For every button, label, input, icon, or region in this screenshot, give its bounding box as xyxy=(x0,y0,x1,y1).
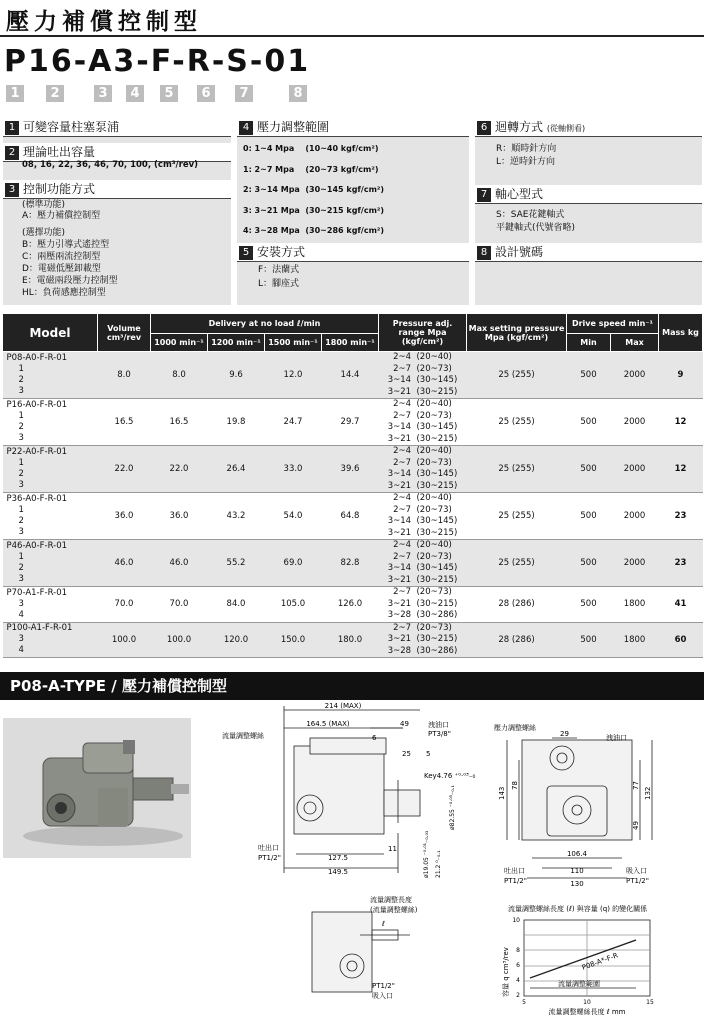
ell-label: ℓ xyxy=(382,920,385,928)
table-row xyxy=(3,493,703,540)
d1000-cell: 70.0 xyxy=(151,587,208,623)
dim-214: 214 (MAX) xyxy=(324,702,362,710)
code-index-7: 7 xyxy=(235,85,253,102)
pressure-range-line: 3~21 (30~215) xyxy=(387,598,458,609)
spec-table xyxy=(2,313,703,658)
section-2-banner: P08-A-TYPE / 壓力補償控制型 xyxy=(0,672,704,700)
d1800-cell: 82.8 xyxy=(322,540,379,587)
th-d1000: 1000 min⁻¹ xyxy=(151,334,208,352)
min-speed-cell: 500 xyxy=(567,587,611,623)
section-6-header xyxy=(475,118,702,137)
out-port-label-2: 吐出口 xyxy=(504,867,525,875)
code-index-6: 6 xyxy=(197,85,215,102)
ytick: 4 xyxy=(516,977,520,984)
mass-cell: 12 xyxy=(659,446,703,493)
d1500-cell: 12.0 xyxy=(265,352,322,399)
pressure-range-line: 3~14 (30~145) xyxy=(387,469,458,479)
model-line: 2 xyxy=(18,422,24,432)
model-line: 1 xyxy=(18,505,24,515)
mass-cell: 9 xyxy=(659,352,703,399)
d1000-cell: 16.5 xyxy=(151,399,208,446)
flow-length-label: 流量調整長度 xyxy=(370,896,412,904)
pressure-range-cell xyxy=(379,446,467,493)
volume-cell: 100.0 xyxy=(98,622,151,658)
pressure-range-line: 2~4 (20~40) xyxy=(393,399,452,409)
model-line: 2 xyxy=(18,375,24,385)
pressure-range-cell xyxy=(379,587,467,623)
th-mass: Mass kg xyxy=(659,314,703,352)
max-speed-cell: 2000 xyxy=(611,399,659,446)
d1500-cell: 105.0 xyxy=(265,587,322,623)
section-1-title: 可變容量柱塞泵浦 xyxy=(23,120,120,134)
dia-19: ø19.05 ⁻⁰·⁰¹₋₀.₀₃ xyxy=(423,830,430,878)
th-drive: Drive speed min⁻¹ xyxy=(567,314,659,334)
section-5-title: 安裝方式 xyxy=(257,245,306,259)
graph-title: 流量調整螺絲長度 (ℓ) 與容量 (q) 的變化關係 xyxy=(508,905,648,913)
d1200-cell: 120.0 xyxy=(208,622,265,658)
section-4-line: 0: 1~4 Mpa (10~40 kgf/cm²) xyxy=(243,144,379,153)
pressure-range-line: 2~4 (20~40) xyxy=(393,540,452,550)
max-setting-cell: 25 (255) xyxy=(467,352,567,399)
pressure-range-cell xyxy=(379,399,467,446)
th-d1500: 1500 min⁻¹ xyxy=(265,334,322,352)
pressure-range-line: 3~28 (30~286) xyxy=(387,645,458,656)
ytick: 2 xyxy=(516,992,520,999)
d1200-cell: 55.2 xyxy=(208,540,265,587)
model-line: 1 xyxy=(18,552,24,562)
title-rule xyxy=(0,35,704,37)
model-line: P100-A1-F-R-01 xyxy=(6,623,73,634)
section-4-number: 4 xyxy=(239,121,253,135)
section-3-line: E：電磁兩段壓力控制型 xyxy=(22,276,118,286)
section-7-line: S：SAE花鍵軸式 xyxy=(496,210,565,220)
d1800-cell: 14.4 xyxy=(322,352,379,399)
section-1-header xyxy=(3,118,231,137)
section-4-title: 壓力調整範圍 xyxy=(257,120,330,134)
pressure-range-cell xyxy=(379,540,467,587)
section-7-number: 7 xyxy=(477,188,491,202)
section-3-line: D：電磁低壓卸載型 xyxy=(22,264,101,274)
graph-line-label: P08-A*-F-R xyxy=(580,951,620,972)
model-line: P70-A1-F-R-01 xyxy=(6,587,68,598)
min-speed-cell: 500 xyxy=(567,493,611,540)
th-min: Min xyxy=(567,334,611,352)
pressure-range-line: 2~7 (20~73) xyxy=(393,551,452,562)
section-4-line: 3: 3~21 Mpa (30~215 kgf/cm²) xyxy=(243,206,385,215)
model-cell xyxy=(3,446,98,493)
dim-6: 6 xyxy=(372,734,377,742)
spec-table-body xyxy=(3,352,703,658)
ytick: 6 xyxy=(516,962,520,969)
max-setting-cell: 25 (255) xyxy=(467,399,567,446)
dim-77: 77 xyxy=(632,781,640,790)
pressure-range-line: 2~4 (20~40) xyxy=(393,493,452,503)
pressure-range-line: 3~14 (30~145) xyxy=(387,375,458,385)
d1000-cell: 36.0 xyxy=(151,493,208,540)
volume-cell: 8.0 xyxy=(98,352,151,399)
min-speed-cell: 500 xyxy=(567,622,611,658)
model-line: 3 xyxy=(18,480,24,490)
d1000-cell: 46.0 xyxy=(151,540,208,587)
pressure-range-line: 2~7 (20~73) xyxy=(393,457,452,468)
th-d1800: 1800 min⁻¹ xyxy=(322,334,379,352)
model-code: P16-A3-F-R-S-01 xyxy=(4,44,311,79)
section-8-title: 設計號碼 xyxy=(495,245,544,259)
dim-143: 143 xyxy=(498,786,506,800)
dim-49: 49 xyxy=(400,720,409,728)
d1800-cell: 64.8 xyxy=(322,493,379,540)
section-4-line: 1: 2~7 Mpa (20~73 kgf/cm²) xyxy=(243,165,379,174)
d1800-cell: 39.6 xyxy=(322,446,379,493)
section-3-line: (選擇功能) xyxy=(22,228,66,238)
model-line: 3 xyxy=(18,386,24,396)
in-pt-label: PT1/2" xyxy=(372,982,395,990)
model-line: 3 xyxy=(18,598,24,609)
ytick: 8 xyxy=(516,947,520,954)
th-d1200: 1200 min⁻¹ xyxy=(208,334,265,352)
out-port-label: 吐出口 xyxy=(258,844,279,852)
model-line: 2 xyxy=(18,516,24,526)
pressure-range-line: 3~21 (30~215) xyxy=(387,480,458,491)
model-line: 3 xyxy=(18,527,24,537)
section-6-note: (從軸側看) xyxy=(546,124,586,133)
max-speed-cell: 2000 xyxy=(611,446,659,493)
model-line: 3 xyxy=(18,433,24,443)
graph-line xyxy=(530,940,636,978)
d1000-cell: 8.0 xyxy=(151,352,208,399)
section-2-title: 理論吐出容量 xyxy=(23,145,96,159)
section-3-line: (標準功能) xyxy=(22,200,66,210)
section-3-header xyxy=(3,180,231,199)
page-title: 壓力補償控制型 xyxy=(6,9,202,35)
volume-cell: 70.0 xyxy=(98,587,151,623)
dim-11: 11 xyxy=(388,845,397,853)
d1500-cell: 24.7 xyxy=(265,399,322,446)
xtick: 10 xyxy=(583,999,591,1006)
code-index-4: 4 xyxy=(126,85,144,102)
model-cell xyxy=(3,399,98,446)
max-setting-cell: 25 (255) xyxy=(467,446,567,493)
code-index-5: 5 xyxy=(160,85,178,102)
dim-25: 25 xyxy=(402,750,411,758)
table-row xyxy=(3,399,703,446)
pressure-range-line: 3~14 (30~145) xyxy=(387,563,458,573)
section-1-number: 1 xyxy=(5,121,19,135)
pressure-range-line: 2~7 (20~73) xyxy=(393,363,452,374)
d1200-cell: 9.6 xyxy=(208,352,265,399)
min-speed-cell: 500 xyxy=(567,399,611,446)
out-port-pt: PT1/2" xyxy=(258,854,281,862)
side-view-drawing xyxy=(218,698,490,883)
max-speed-cell: 2000 xyxy=(611,352,659,399)
model-cell xyxy=(3,587,98,623)
pressure-range-line: 2~7 (20~73) xyxy=(393,410,452,421)
section-3-line: A：壓力補償控制型 xyxy=(22,211,101,221)
flow-screw-label: 流量調整螺絲 xyxy=(222,732,264,740)
flow-screw-note: (流量調整螺絲) xyxy=(370,906,418,914)
dim-164: 164.5 (MAX) xyxy=(306,720,350,728)
in-port-label-2: 吸入口 xyxy=(372,992,393,1000)
model-line: P16-A0-F-R-01 xyxy=(6,400,68,410)
model-line: 1 xyxy=(18,458,24,468)
volume-cell: 46.0 xyxy=(98,540,151,587)
volume-cell: 36.0 xyxy=(98,493,151,540)
pressure-range-cell xyxy=(379,352,467,399)
model-cell xyxy=(3,352,98,399)
code-index-3: 3 xyxy=(94,85,112,102)
d1800-cell: 126.0 xyxy=(322,587,379,623)
model-line: P36-A0-F-R-01 xyxy=(6,494,68,504)
section-7-header xyxy=(475,185,702,204)
dim-5: 5 xyxy=(426,750,431,758)
d1500-cell: 54.0 xyxy=(265,493,322,540)
section-3-title: 控制功能方式 xyxy=(23,182,96,196)
d1500-cell: 33.0 xyxy=(265,446,322,493)
in-port-label: 吸入口 xyxy=(626,867,647,875)
section-3-line: C：兩壓兩流控制型 xyxy=(22,252,101,262)
section-5-number: 5 xyxy=(239,246,253,260)
th-delivery: Delivery at no load ℓ/min xyxy=(151,314,379,334)
drain-port-pt: PT3/8" xyxy=(428,730,451,738)
section-5-header xyxy=(237,243,469,262)
d1800-cell: 180.0 xyxy=(322,622,379,658)
min-speed-cell: 500 xyxy=(567,540,611,587)
pressure-range-line: 3~21 (30~215) xyxy=(387,527,458,538)
model-cell xyxy=(3,622,98,658)
mass-cell: 23 xyxy=(659,540,703,587)
pressure-range-line: 3~21 (30~215) xyxy=(387,634,458,644)
pressure-range-line: 3~14 (30~145) xyxy=(387,422,458,432)
in-port-pt: PT1/2" xyxy=(626,877,649,885)
section-2-number: 2 xyxy=(5,146,19,160)
dim-127: 127.5 xyxy=(327,854,349,862)
key-dim: Key4.76 ⁺⁰·⁰³₋₀ xyxy=(424,772,476,780)
drain-port-label: 洩油口 xyxy=(428,721,449,729)
section-6-title: 迴轉方式 xyxy=(495,120,544,134)
xtick: 15 xyxy=(646,999,654,1006)
dim-130: 130 xyxy=(570,880,584,888)
th-pressure: Pressure adj. range Mpa (kgf/cm²) xyxy=(379,314,467,352)
th-volume: Volume cm³/rev xyxy=(98,314,151,352)
table-row xyxy=(3,352,703,399)
section-2-text: 08, 16, 22, 36, 46, 70, 100, (cm³/rev) xyxy=(22,160,199,170)
d1500-cell: 150.0 xyxy=(265,622,322,658)
pressure-range-line: 2~7 (20~73) xyxy=(393,587,452,597)
model-line: P46-A0-F-R-01 xyxy=(6,541,68,551)
out-port-pt-2: PT1/2" xyxy=(504,877,527,885)
d1200-cell: 26.4 xyxy=(208,446,265,493)
product-photo xyxy=(3,718,191,858)
volume-cell: 22.0 xyxy=(98,446,151,493)
graph-xlabel: 流量調整螺絲長度 ℓ mm xyxy=(548,1008,626,1016)
pressure-range-line: 3~21 (30~215) xyxy=(387,386,458,397)
max-setting-cell: 25 (255) xyxy=(467,540,567,587)
d1800-cell: 29.7 xyxy=(322,399,379,446)
mass-cell: 23 xyxy=(659,493,703,540)
model-line: 3 xyxy=(18,634,24,645)
ytick: 10 xyxy=(512,917,520,924)
max-setting-cell: 28 (286) xyxy=(467,622,567,658)
front-view-drawing xyxy=(492,718,672,890)
pressure-range-cell xyxy=(379,493,467,540)
section-8-header xyxy=(475,243,702,262)
section-5-line: F：法蘭式 xyxy=(258,265,300,275)
code-index-2: 2 xyxy=(46,85,64,102)
th-model: Model xyxy=(3,314,98,352)
section-3-line: HL：負荷感應控制型 xyxy=(22,288,106,298)
table-row xyxy=(3,587,703,623)
pressure-range-line: 3~28 (30~286) xyxy=(387,610,458,620)
mass-cell: 41 xyxy=(659,587,703,623)
max-speed-cell: 2000 xyxy=(611,493,659,540)
section-4-line: 4: 3~28 Mpa (30~286 kgf/cm²) xyxy=(243,226,385,235)
dim-149: 149.5 xyxy=(327,868,349,876)
detail-drawing xyxy=(300,890,470,1002)
section-6-line: L：逆時針方向 xyxy=(496,157,556,167)
code-index-1: 1 xyxy=(6,85,24,102)
max-speed-cell: 2000 xyxy=(611,540,659,587)
section-5-line: L：腳座式 xyxy=(258,279,300,289)
graph-ylabel: 容量 q cm³/rev xyxy=(502,947,510,997)
dim-78: 78 xyxy=(511,781,519,790)
model-cell xyxy=(3,493,98,540)
section-7-line: 平鍵軸式(代號省略) xyxy=(496,223,576,233)
flow-volume-graph xyxy=(486,900,700,1018)
table-row xyxy=(3,622,703,658)
max-speed-cell: 1800 xyxy=(611,587,659,623)
code-index-8: 8 xyxy=(289,85,307,102)
pressure-range-cell xyxy=(379,622,467,658)
mass-cell: 60 xyxy=(659,622,703,658)
d1000-cell: 22.0 xyxy=(151,446,208,493)
max-speed-cell: 1800 xyxy=(611,622,659,658)
dim-106: 106.4 xyxy=(566,850,588,858)
min-speed-cell: 500 xyxy=(567,352,611,399)
min-speed-cell: 500 xyxy=(567,446,611,493)
d1000-cell: 100.0 xyxy=(151,622,208,658)
model-line: 2 xyxy=(18,469,24,479)
xtick: 5 xyxy=(522,999,526,1006)
dim-110: 110 xyxy=(570,867,584,875)
drain-port-label-2: 洩油口 xyxy=(606,734,627,742)
pressure-range-line: 3~21 (30~215) xyxy=(387,574,458,585)
section-7-title: 軸心型式 xyxy=(495,187,544,201)
section-6-number: 6 xyxy=(477,121,491,135)
table-row xyxy=(3,446,703,493)
max-setting-cell: 25 (255) xyxy=(467,493,567,540)
table-row xyxy=(3,540,703,587)
section-4-line: 2: 3~14 Mpa (30~145 kgf/cm²) xyxy=(243,185,385,194)
pressure-screw-label: 壓力調整螺絲 xyxy=(494,724,536,732)
section-3-number: 3 xyxy=(5,183,19,197)
pressure-range-line: 2~4 (20~40) xyxy=(393,446,452,456)
model-cell xyxy=(3,540,98,587)
graph-region-label: 流量調整範圍 xyxy=(558,980,600,988)
dim-132: 132 xyxy=(644,786,652,800)
pressure-range-line: 3~14 (30~145) xyxy=(387,516,458,526)
volume-cell: 16.5 xyxy=(98,399,151,446)
model-line: 4 xyxy=(18,609,24,620)
d1200-cell: 84.0 xyxy=(208,587,265,623)
dim-49-b: 49 xyxy=(632,821,640,830)
th-max: Max xyxy=(611,334,659,352)
model-line: 3 xyxy=(18,574,24,584)
dim-21: 21.2 ⁰₋₀.₁ xyxy=(435,850,442,878)
model-line: P22-A0-F-R-01 xyxy=(6,447,68,457)
model-line: 1 xyxy=(18,411,24,421)
model-line: 2 xyxy=(18,563,24,573)
dim-29: 29 xyxy=(560,730,569,738)
section-8-number: 8 xyxy=(477,246,491,260)
section-6-line: R：順時針方向 xyxy=(496,144,557,154)
d1200-cell: 19.8 xyxy=(208,399,265,446)
section-4-header xyxy=(237,118,469,137)
max-setting-cell: 28 (286) xyxy=(467,587,567,623)
pressure-range-line: 3~21 (30~215) xyxy=(387,433,458,444)
mass-cell: 12 xyxy=(659,399,703,446)
d1200-cell: 43.2 xyxy=(208,493,265,540)
d1500-cell: 69.0 xyxy=(265,540,322,587)
pressure-range-line: 2~7 (20~73) xyxy=(393,504,452,515)
model-line: P08-A0-F-R-01 xyxy=(6,353,68,363)
shaft-dia: ø82.55 ⁻⁰·⁰⁵₋₀.₁ xyxy=(449,785,456,830)
model-line: 4 xyxy=(18,645,24,656)
model-line: 1 xyxy=(18,364,24,374)
th-max-setting: Max setting pressure Mpa (kgf/cm²) xyxy=(467,314,567,352)
pressure-range-line: 2~4 (20~40) xyxy=(393,352,452,362)
section-3-line: B：壓力引導式遙控型 xyxy=(22,240,110,250)
pressure-range-line: 2~7 (20~73) xyxy=(393,622,452,633)
